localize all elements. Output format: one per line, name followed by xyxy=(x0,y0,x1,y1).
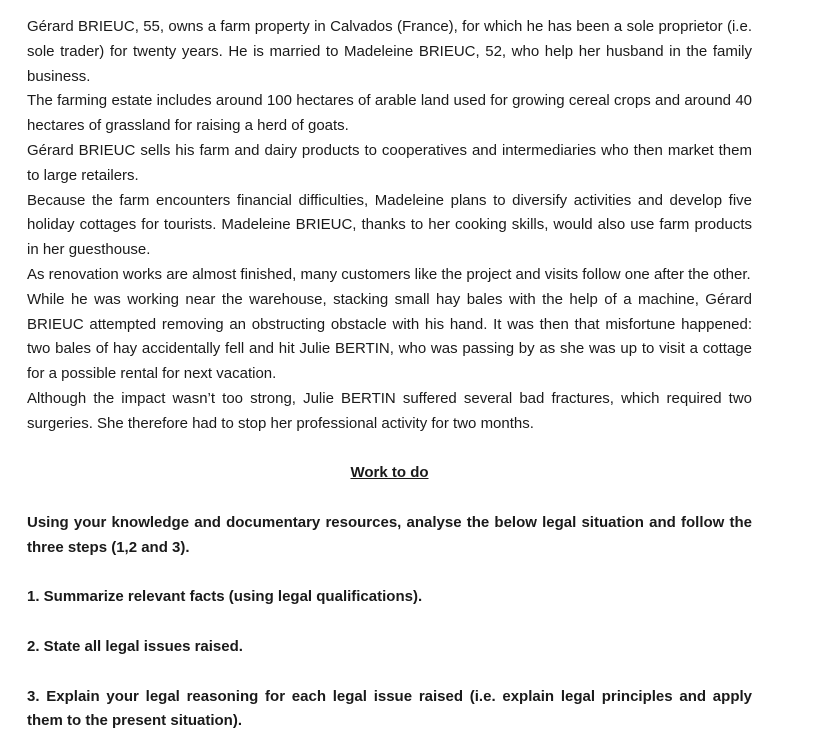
work-step-2: 2. State all legal issues raised. xyxy=(27,637,243,655)
work-heading: Work to do xyxy=(350,464,429,482)
case-paragraph-sales: Gérard BRIEUC sells his farm and dairy products to cooperatives and intermediaries who then market them to large retailers. xyxy=(27,141,752,184)
case-paragraph-owner: Gérard BRIEUC, 55, owns a farm property in Calvados (France), for which he has been a sole proprietor (i.e. sole trader) for twenty years. He is married to Madeleine BRIEUC, 52, who help her husband in the family business. xyxy=(27,18,752,85)
spacer xyxy=(27,437,752,462)
case-paragraph-diversification: Because the farm encounters financial difficulties, Madeleine plans to diversify activities and develop five holiday cottages for tourists. Madeleine BRIEUC, thanks to her cooking skills, would also use farm products in her guesthouse. xyxy=(27,191,752,259)
case-paragraph-renovation: As renovation works are almost finished, many customers like the project and visits follow one after the other. xyxy=(27,265,751,283)
case-paragraph-estate: The farming estate includes around 100 hectares of arable land used for growing cereal crops and around 40 hectares of grassland for raising a herd of goats. xyxy=(27,92,752,135)
case-paragraph-injury: Although the impact wasn’t too strong, Julie BERTIN suffered several bad fractures, which required two surgeries. She therefore had to stop her professional activity for two months. xyxy=(27,389,752,432)
spacer xyxy=(27,486,752,511)
case-paragraph-accident: While he was working near the warehouse, stacking small hay bales with the help of a machine, Gérard BRIEUC attempted removing an obstructing obstacle with his hand. It was then that misfortune happened: two bales of hay accidentally fell and hit Julie BERTIN, who was passing by as she was up to visit a cottage for a possible rental for next vacation. xyxy=(27,290,752,383)
work-intro: Using your knowledge and documentary resources, analyse the below legal situation and follow the three steps (1,2 and 3). xyxy=(27,513,752,556)
spacer xyxy=(27,561,752,586)
work-step-1: 1. Summarize relevant facts (using legal qualifications). xyxy=(27,588,423,606)
work-step-3: 3. Explain your legal reasoning for each legal issue raised (i.e. explain legal principles and apply them to the present situation). xyxy=(27,687,752,730)
document-body xyxy=(27,15,752,734)
spacer xyxy=(27,660,752,685)
spacer xyxy=(27,610,752,635)
